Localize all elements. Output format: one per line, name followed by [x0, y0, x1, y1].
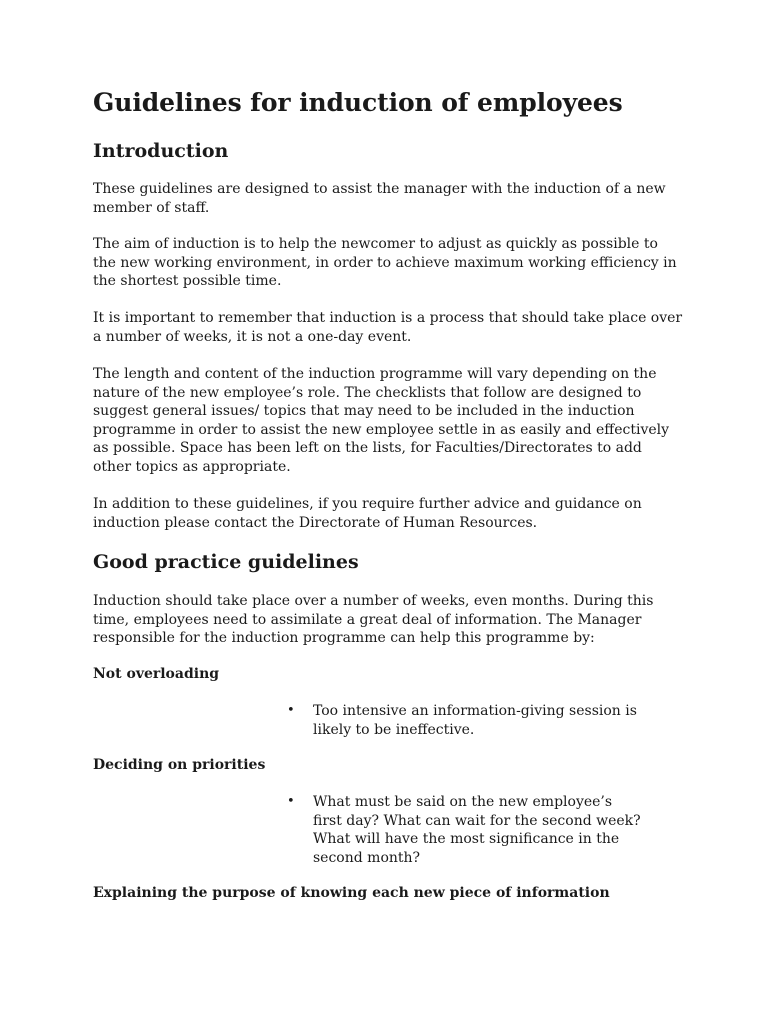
subheading-not-overloading: Not overloading: [93, 666, 220, 682]
list-item: [285, 793, 645, 867]
bullet-list: [285, 793, 645, 867]
list-item: [285, 702, 645, 739]
intro-paragraph: It is important to remember that induction is a process that should take place over a number of weeks, it is not a one-day event.: [93, 310, 683, 345]
bullet-icon: •: [287, 794, 295, 809]
bullet-text: Too intensive an information-giving session is likely to be ineffective.: [313, 703, 637, 738]
document-title: Guidelines for induction of employees: [93, 88, 623, 117]
good-practice-heading: Good practice guidelines: [93, 551, 359, 573]
bullet-text: What must be said on the new employee’s first day? What can wait for the second week? What will have the most significance in the second month?: [313, 794, 641, 866]
subheading-deciding-priorities: Deciding on priorities: [93, 757, 266, 773]
intro-paragraph: The aim of induction is to help the newcomer to adjust as quickly as possible to the new working environment, in order to achieve maximum working efficiency in the shortest possible time.: [93, 236, 677, 290]
subheading-explaining-purpose: Explaining the purpose of knowing each new piece of information: [93, 885, 610, 901]
intro-paragraph: In addition to these guidelines, if you require further advice and guidance on induction please contact the Directorate of Human Resources.: [93, 496, 642, 531]
introduction-heading: Introduction: [93, 140, 229, 162]
intro-paragraph: The length and content of the induction programme will vary depending on the nature of the new employee’s role. The checklists that follow are designed to suggest general issues/ topics that may need to be included in the induction programme in order to assist the new employee settle in as easily and effectively as possible. Space has been left on the lists, for Faculties/Directorates to add other topics as appropriate.: [93, 366, 670, 475]
bullet-icon: •: [287, 703, 295, 718]
good-practice-intro: Induction should take place over a number of weeks, even months. During this time, employees need to assimilate a great deal of information. The Manager responsible for the induction programme can help this programme by:: [93, 593, 654, 647]
intro-paragraph: These guidelines are designed to assist the manager with the induction of a new member of staff.: [93, 181, 666, 216]
bullet-list: [285, 702, 645, 739]
